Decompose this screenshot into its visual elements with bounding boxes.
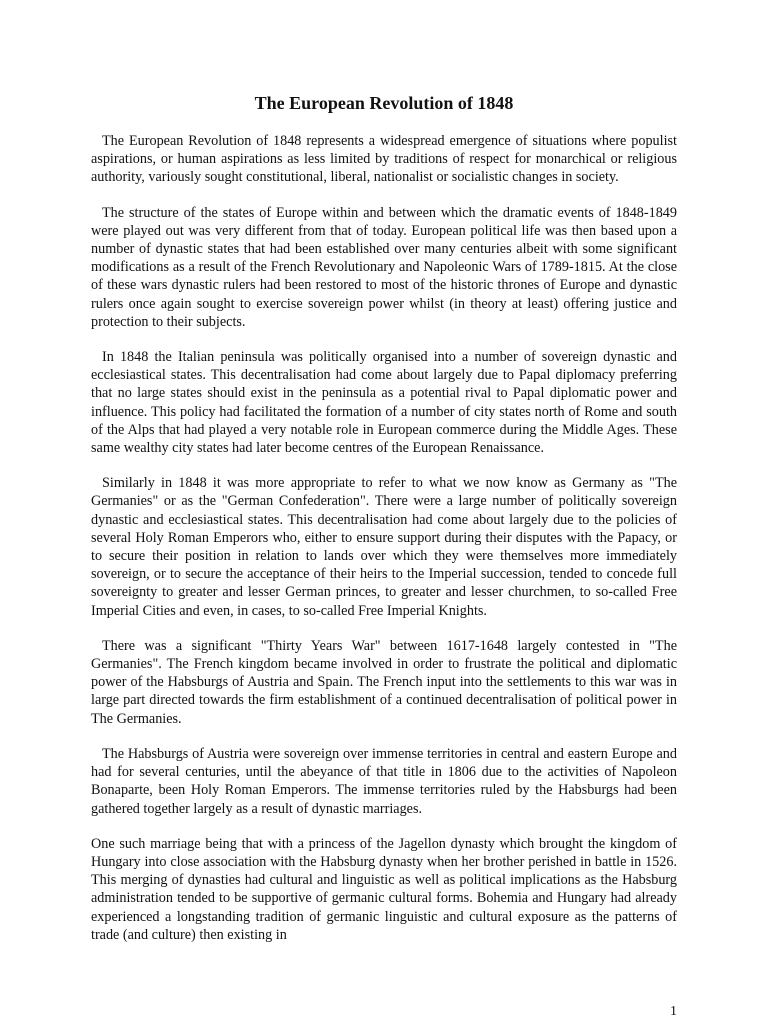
paragraph-2: The structure of the states of Europe within and between which the dramatic events of 1848-1849 were played out was very different from that of today. European political life was then based upon a number of dynastic states that had been established over many centuries albeit with some significant modifications as a result of the French Revolutionary and Napoleonic Wars of 1789-1815. At the close of these wars dynastic rulers had been restored to most of the historic thrones of Europe and dynastic rulers once again sought to exercise sovereign power whilst (in theory at least) offering justice and protection to their subjects. [91, 204, 677, 330]
paragraph-5: There was a significant "Thirty Years War" between 1617-1648 largely contested in "The Germanies". The French kingdom became involved in order to frustrate the political and diplomatic power of the Habsburgs of Austria and Spain. The French input into the settlements to this war was in large part directed towards the firm establishment of a continued decentralisation of political power in The Germanies. [91, 637, 677, 727]
paragraph-1: The European Revolution of 1848 represents a widespread emergence of situations where populist aspirations, or human aspirations as less limited by traditions of respect for monarchical or religious authority, variously sought constitutional, liberal, nationalist or socialistic changes in society. [91, 133, 677, 186]
page-number: 1 [670, 1004, 677, 1019]
document-page [91, 0, 677, 1024]
document-body [91, 132, 677, 961]
paragraph-3: In 1848 the Italian peninsula was politically organised into a number of sovereign dynastic and ecclesiastical states. This decentralisation had come about largely due to Papal diplomacy preferring that no large states should exist in the peninsula as a potential rival to Papal diplomatic power and influence. This policy had facilitated the formation of a number of city states north of Rome and south of the Alps that had played a very notable role in European commerce during the Middle Ages. These same wealthy city states had later become centres of the European Renaissance. [91, 349, 677, 457]
paragraph-6: The Habsburgs of Austria were sovereign over immense territories in central and eastern Europe and had for several centuries, until the abeyance of that title in 1806 due to the activities of Napoleon Bonaparte, been Holy Roman Emperors. The immense territories ruled by the Habsburgs had been gathered together largely as a result of dynastic marriages. [91, 745, 677, 817]
page-title: The European Revolution of 1848 [254, 93, 514, 113]
paragraph-4: Similarly in 1848 it was more appropriate to refer to what we now know as Germany as "The Germanies" or as the "German Confederation". There were a large number of politically sovereign dynastic and ecclesiastical states. This decentralisation had come about largely due to the policies of several Holy Roman Emperors who, either to ensure support during their disputes with the Papacy, or to secure their position in relation to lands over which they were themselves more immediately sovereign, or to secure the acceptance of their heirs to the Imperial succession, tended to concede full sovereignty to greater and lesser German princes, to greater and lesser churchmen, to so-called Free Imperial Cities and even, in cases, to so-called Free Imperial Knights. [91, 475, 677, 619]
paragraph-7: One such marriage being that with a princess of the Jagellon dynasty which brought the kingdom of Hungary into close association with the Habsburg dynasty when her brother perished in battle in 1526. This merging of dynasties had cultural and linguistic as well as political implications as the Habsburg administration tended to be supportive of germanic cultural forms. Bohemia and Hungary had already experienced a longstanding tradition of germanic linguistic and cultural exposure as the patterns of trade (and culture) then existing in [91, 835, 677, 943]
